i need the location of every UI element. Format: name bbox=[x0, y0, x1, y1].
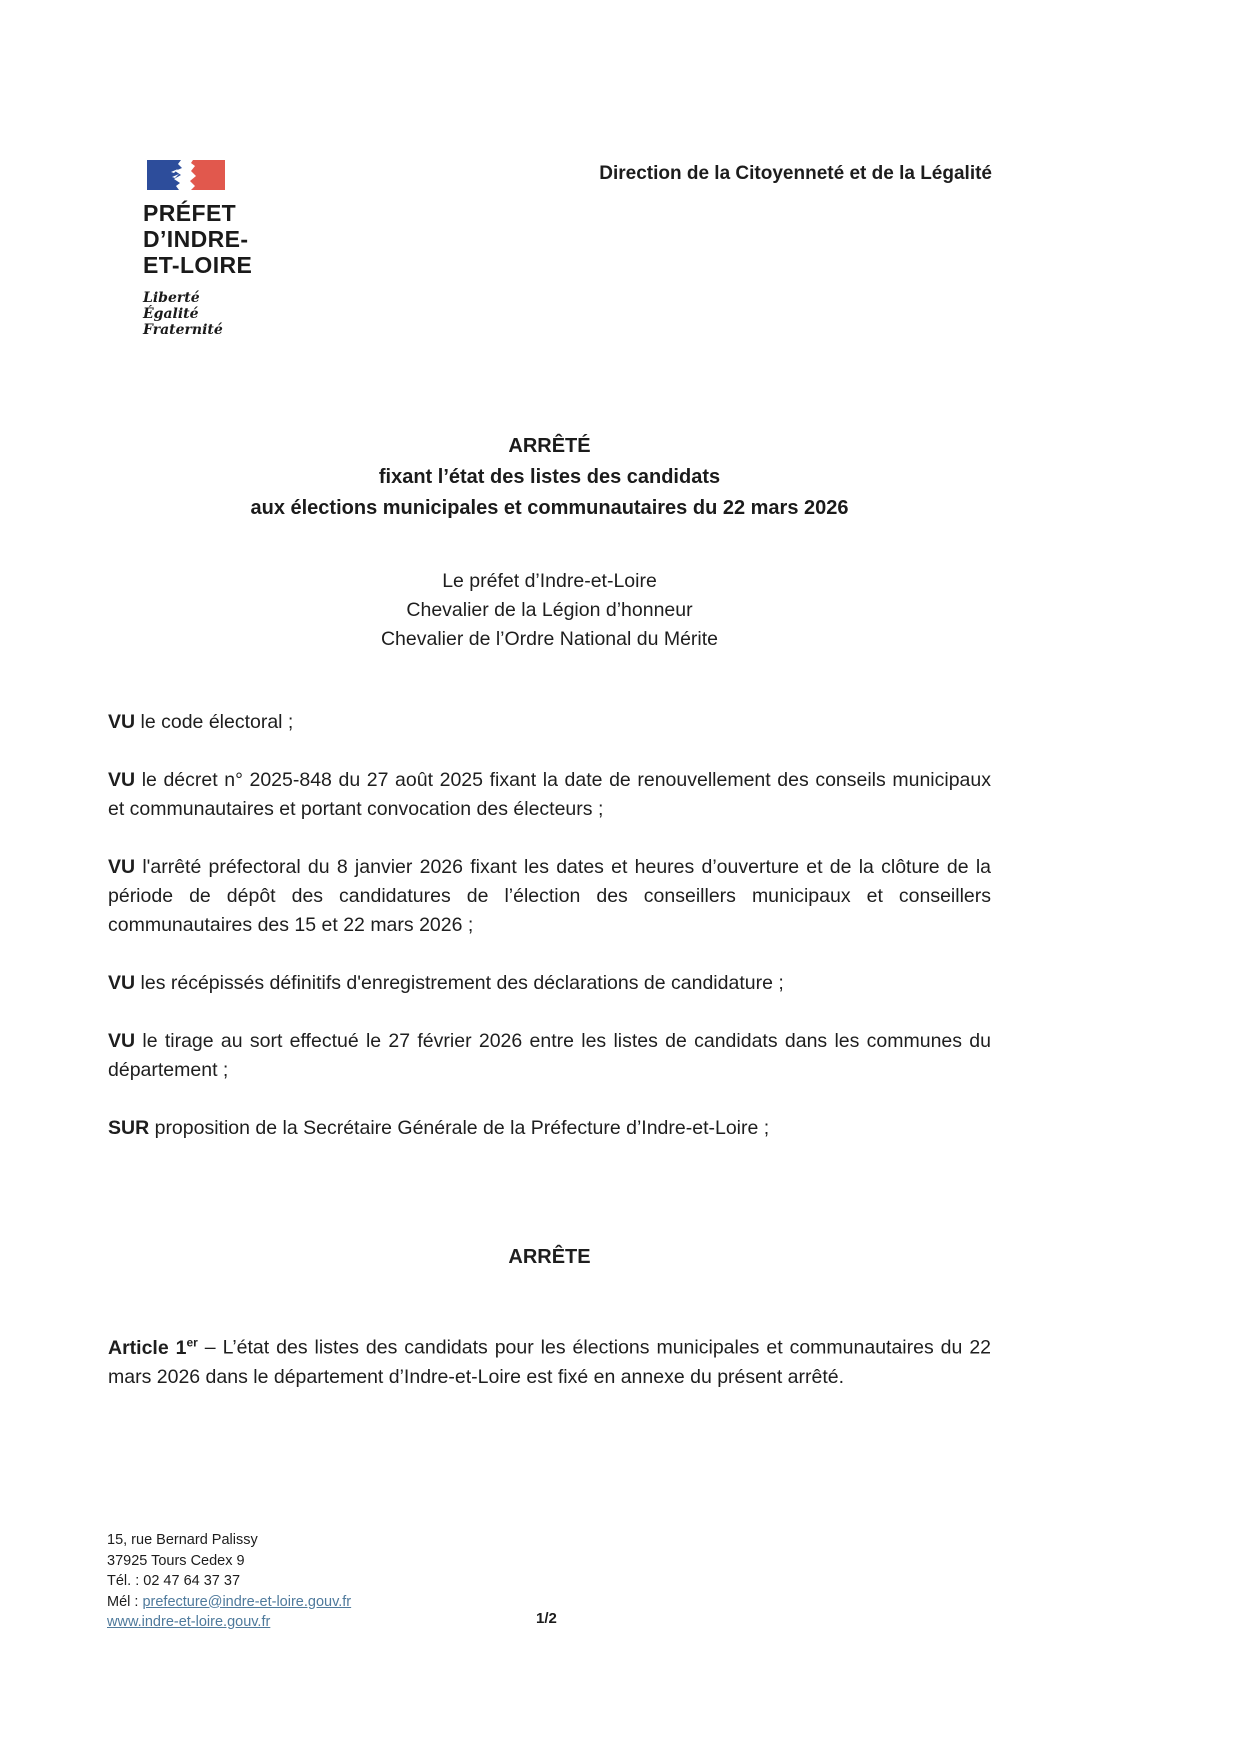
clause-keyword: VU bbox=[108, 711, 136, 733]
marianne-flag-icon bbox=[147, 160, 225, 190]
title-line-3: aux élections municipales et communautaires du 22 mars 2026 bbox=[250, 497, 849, 519]
clause-text: le décret n° 2025-848 du 27 août 2025 fixant la date de renouvellement des conseils municipaux et communautaires et portant convocation des électeurs ; bbox=[108, 769, 991, 820]
clause-sur bbox=[108, 1114, 991, 1143]
clause-text: les récépissés définitifs d'enregistrement des déclarations de candidature ; bbox=[140, 972, 784, 994]
article-1-label bbox=[108, 1337, 198, 1359]
motto-line: Égalité bbox=[143, 306, 199, 322]
clause-text: le tirage au sort effectué le 27 février 2026 entre les listes de candidats dans les communes du département ; bbox=[108, 1030, 991, 1081]
article-1 bbox=[108, 1328, 991, 1392]
prefecture-logo bbox=[143, 160, 252, 338]
footer-email-label: Mél : bbox=[107, 1593, 143, 1610]
footer-email-line bbox=[107, 1592, 351, 1613]
title-line-1: ARRÊTÉ bbox=[508, 435, 591, 457]
page-number: 1/2 bbox=[536, 1610, 557, 1627]
article-1-number: Article 1 bbox=[108, 1336, 187, 1359]
clause-keyword: VU bbox=[108, 972, 136, 994]
prefecture-name-line: ET-LOIRE bbox=[143, 252, 253, 278]
republic-motto bbox=[143, 290, 252, 338]
clause-vu-1 bbox=[108, 708, 991, 737]
authority-line-2: Chevalier de la Légion d’honneur bbox=[406, 599, 693, 621]
footer-website-line bbox=[107, 1612, 351, 1633]
arrete-heading: ARRÊTE bbox=[508, 1246, 591, 1268]
footer-address-line-2: 37925 Tours Cedex 9 bbox=[107, 1552, 245, 1569]
clause-keyword: SUR bbox=[108, 1117, 150, 1139]
document-title bbox=[108, 431, 991, 524]
article-1-ordinal: er bbox=[186, 1335, 198, 1349]
footer-email-link[interactable]: prefecture@indre-et-loire.gouv.fr bbox=[142, 1593, 352, 1610]
direction-header: Direction de la Citoyenneté et de la Légalité bbox=[599, 163, 992, 184]
recital-clauses bbox=[108, 708, 991, 1143]
clause-vu-2 bbox=[108, 766, 991, 824]
prefecture-name bbox=[143, 200, 252, 278]
clause-keyword: VU bbox=[108, 856, 136, 878]
footer-address-line-1: 15, rue Bernard Palissy bbox=[107, 1532, 258, 1548]
clause-text: l'arrêté préfectoral du 8 janvier 2026 fixant les dates et heures d’ouverture et de la clôture de la période de dépôt des candidatures de l’élection des conseillers municipaux et conseillers communautaires des 15 et 22 mars 2026 ; bbox=[108, 856, 991, 936]
authority-block bbox=[108, 567, 991, 654]
clause-vu-4 bbox=[108, 969, 991, 998]
clause-keyword: VU bbox=[108, 1030, 136, 1052]
prefecture-name-line: D’INDRE- bbox=[143, 226, 249, 252]
authority-line-3: Chevalier de l’Ordre National du Mérite bbox=[380, 628, 719, 650]
clause-text: proposition de la Secrétaire Générale de la Préfecture d’Indre-et-Loire ; bbox=[154, 1117, 770, 1139]
article-1-text: – L’état des listes des candidats pour les élections municipales et communautaires du 22 mars 2026 dans le département d’Indre-et-Loire est fixé en annexe du présent arrêté. bbox=[108, 1336, 992, 1388]
prefecture-name-line: PRÉFET bbox=[143, 200, 237, 226]
authority-line-1: Le préfet d’Indre-et-Loire bbox=[442, 570, 657, 592]
motto-line: Liberté bbox=[143, 290, 200, 306]
footer-phone: Tél. : 02 47 64 37 37 bbox=[107, 1573, 241, 1589]
clause-vu-3 bbox=[108, 853, 991, 940]
clause-text: le code électoral ; bbox=[140, 711, 294, 733]
clause-keyword: VU bbox=[108, 769, 136, 791]
footer-contact-block bbox=[107, 1530, 351, 1633]
footer-website-link[interactable]: www.indre-et-loire.gouv.fr bbox=[107, 1614, 271, 1630]
motto-line: Fraternité bbox=[143, 322, 223, 338]
clause-vu-5 bbox=[108, 1027, 991, 1085]
title-line-2: fixant l’état des listes des candidats bbox=[378, 466, 721, 488]
